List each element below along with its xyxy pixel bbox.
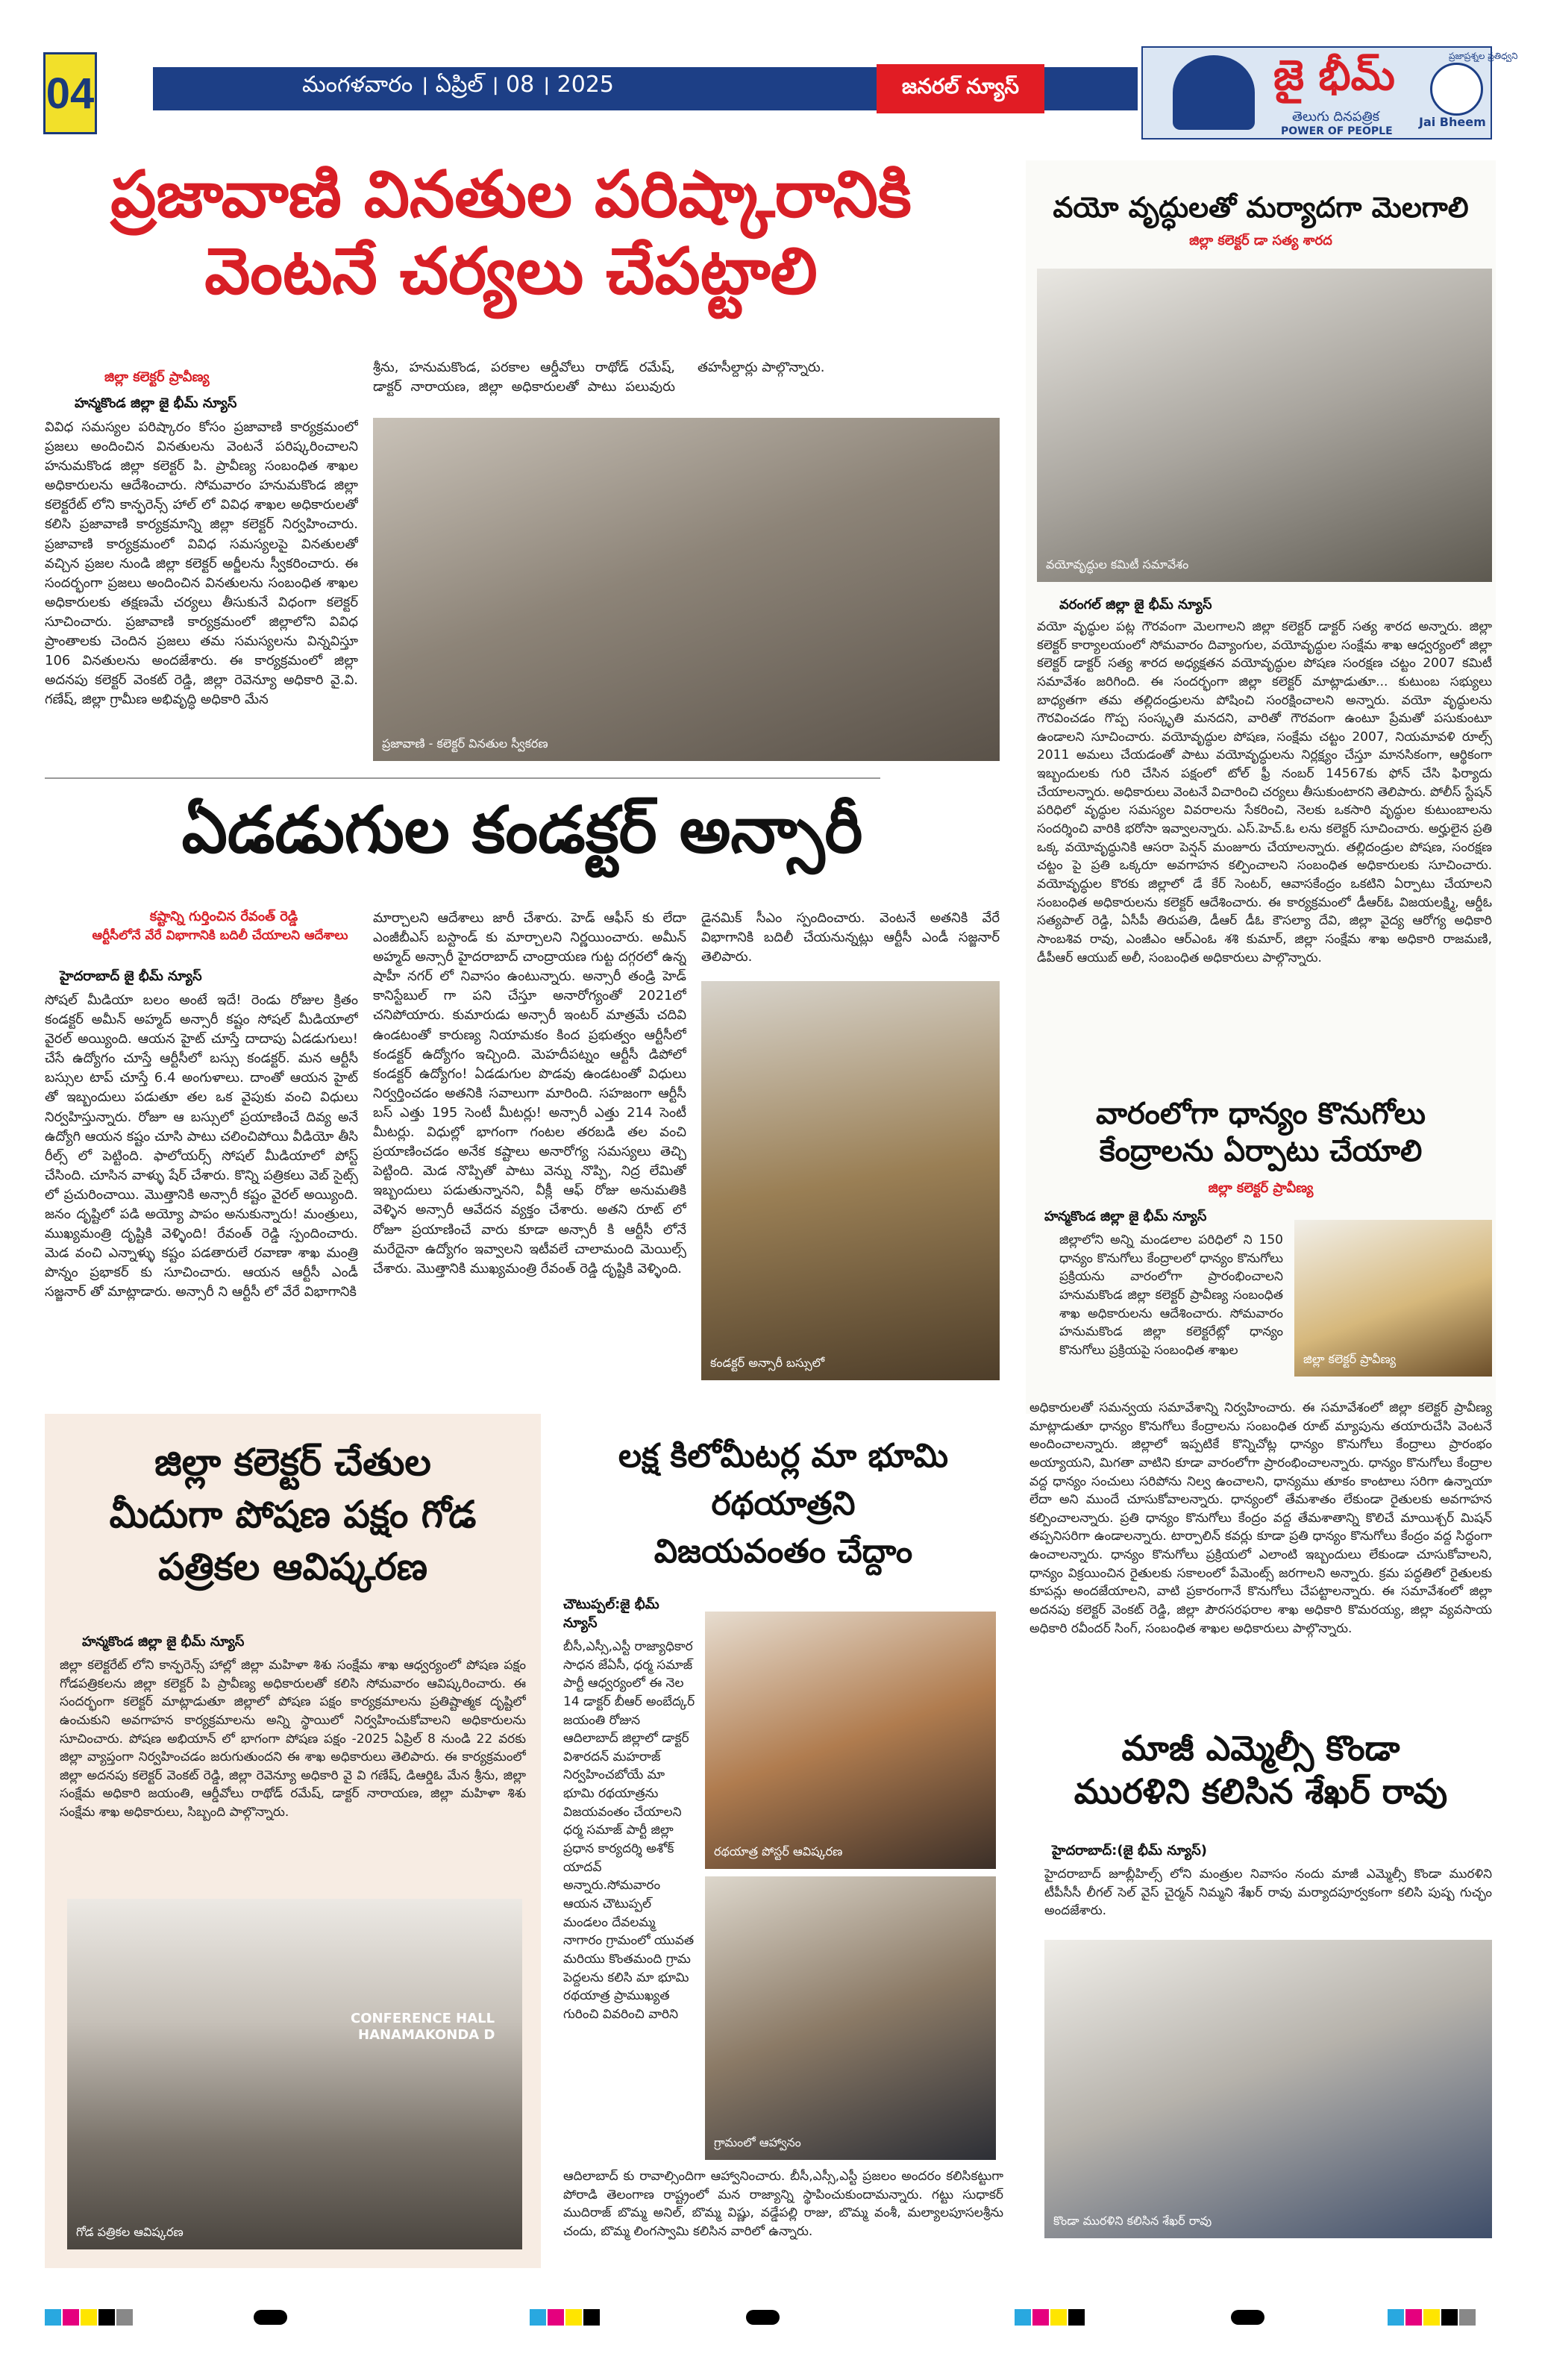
reg-black	[1441, 2309, 1458, 2326]
date-line: మంగళవారం । ఏప్రిల్ । 08 । 2025	[302, 72, 615, 98]
reg-black	[1068, 2309, 1085, 2326]
badge-label: Jai Bheem	[1419, 115, 1486, 129]
reg-yellow	[1423, 2309, 1440, 2326]
a6-headline-line3: పత్రికల ఆవిష్కరణ	[157, 1545, 428, 1588]
a4-dateline: హన్మకొండ జిల్లా జై భీమ్ న్యూస్	[1044, 1209, 1207, 1224]
reg-yellow	[81, 2309, 97, 2326]
a6-photo	[67, 1899, 522, 2249]
masthead-logo	[1141, 46, 1518, 140]
a6-body: జిల్లా కలెక్టరేట్ లోని కాన్ఫరెన్స్ హాల్లో జిల్లా మహిళా శిశు సంక్షేమ శాఖ ఆధ్వర్యంలో పోషణ పక్షం గోడపత్రికలను జిల్లా కలెక్టర్ పి ప్రావీణ్య అధికారులతో కలిసి సోమవారం ఆవిష్కరించారు. ఈ సందర్భంగా కలెక్టర్ మాట్లాడుతూ జిల్లాలో పోషణ పక్షం కార్యక్రమాలను ప్రతిష్టాత్మక దృష్టిలో ఉంచుకుని అవగాహన కార్యక్రమాలను అన్ని స్థాయిలో నిర్వహించుకోవాలని అధికారులను సూచించారు. పోషణ అభియాన్ లో భాగంగా పోషణ పక్షం -2025 ఏప్రిల్ 8 నుండి 22 వరకు జిల్లా వ్యాప్తంగా నిర్వహించడం జరుగుతుందని ఈ శాఖ అధికారులు తెలిపారు. ఈ కార్యక్రమంలో జిల్లా అదనపు కలెక్టర్ వెంకట్ రెడ్డి, జిల్లా రెవెన్యూ అధికారి వై వి గణేష్, డిఆర్డిఓ మేన శ్రీను, జిల్లా సంక్షేమ అధికారి జయంతి, ఆర్డీవోలు రాథోడ్ రమేష్, డాక్టర్ నారాయణ, జిల్లా మహిళా శిశు సంక్షేమ శాఖ అధికారులు, సిబ్బంది పాల్గొన్నారు.	[60, 1658, 526, 1820]
a4-headline-line1: వారంలోగా ధాన్యం కొనుగోలు	[1096, 1097, 1426, 1131]
reg-grey	[116, 2309, 133, 2326]
reg-magenta	[548, 2309, 564, 2326]
a5-photo	[1044, 1940, 1492, 2238]
a5-headline	[1029, 1727, 1492, 1813]
reg-yellow	[565, 2309, 582, 2326]
a6-photo-sign: CONFERENCE HALL	[351, 2011, 495, 2026]
a5-body: హైదరాబాద్ జూబ్లీహిల్స్ లోని మంత్రుల నివాసం నందు మాజీ ఎమ్మెల్సీ కొండా మురళిని టీపీసీసీ లీగల్ సెల్ వైస్ చైర్మన్ నిమ్మని శేఖర్ రావు మర్యాదపూర్వకంగా కలిసి పుష్ప గుచ్ఛం అందజేశారు.	[1044, 1867, 1492, 1919]
print-marks	[45, 2309, 1492, 2332]
a2-photo	[701, 981, 1000, 1380]
a7-headline	[556, 1432, 1011, 1575]
reg-cyan	[1388, 2309, 1404, 2326]
a4-body-side: జిల్లాలోని అన్ని మండలాల పరిధిలో ని 150 ధాన్యం కొనుగోలు కేంద్రాలలో ధాన్యం కొనుగోలు ప్రక్రియను వారంలోగా ప్రారంభించాలని హనుమకొండ జిల్లా కలెక్టర్ ప్రావీణ్య సంబంధిత శాఖ అధికారులను ఆదేశించారు. సోమవారం హనుమకొండ జిల్లా కలెక్టరేట్లో ధాన్యం కొనుగోలు ప్రక్రియపై సంబంధిత శాఖల	[1059, 1233, 1283, 1358]
a3-body: వయో వృద్ధుల పట్ల గౌరవంగా మెలగాలని జిల్లా కలెక్టర్ డాక్టర్ సత్య శారద అన్నారు. జిల్లా కలెక్టర్ కార్యాలయంలో సోమవారం దివ్యాంగుల, వయోవృద్ధుల సంక్షేమ శాఖ ఆధ్వర్యంలో జిల్లా కలెక్టర్ డాక్టర్ సత్య శారద అధ్యక్షతన వయోవృద్ధుల పోషణ సంరక్షణ చట్టం 2007 కమిటీ సమావేశం జరిగింది. ఈ సందర్భంగా జిల్లా కలెక్టర్ మాట్లాడుతూ... కుటుంబ సభ్యులు బాధ్యతగా తమ తల్లిదండ్రులను పోషించి సంరక్షించాలని అన్నారు. వయో వృద్ధులను గౌరవించడం గొప్ప సంస్కృతి మనదని, వారితో గౌరవంగా ఉంటూ ప్రేమతో పసుకుంటూ ఉండాలని సూచించారు. వయోవృద్ధుల పోషణ, సంక్షేమ చట్టం 2007, నియమావళి రూల్స్ 2011 అమలు చేయడంతో పాటు వయోవృద్ధులను నిర్లక్ష్యం చేస్తూ మానసికంగా, ఆర్థికంగా ఇబ్బందులకు గురి చేసిన పక్షంలో టోల్ ఫ్రీ నంబర్ 14567కు ఫోన్ చేసి ఫిర్యాదు చేయాలన్నారు. అధికారులు వెంటనే విచారించి చర్యలు తీసుకుంటారని తెలిపారు. పోలీస్ స్టేషన్ పరిధిలో వృద్ధుల సమస్యల వివరాలను సేకరించి, నెలకు ఒకసారి వృద్ధుల కుటుంబాలను సందర్శించి వారికి భరోసా ఇవ్వాలన్నారు. ఎస్.హెచ్.ఓ లను కలెక్టర్ సూచించారు. అర్హులైన ప్రతి ఒక్క వయోవృద్ధునికి ఆసరా పెన్షన్ మంజూరు చేయాలన్నారు. తల్లిదండ్రుల పోషణ, సంరక్షణ చట్టం పై ప్రతి ఒక్కరూ అవగాహన కల్పించాలని సంబంధిత అధికారులకు సూచించారు. వయోవృద్ధుల కొరకు జిల్లాలో డే కేర్ సెంటర్, ఆవాసకేంద్రం ఒకటిని ఏర్పాటు చేయాలని సంబంధిత అధికారులను కలెక్టర్ ఆదేశించారు. ఈ కార్యక్రమంలో డీఆర్ఓ విజయలక్ష్మి, ఆర్డీఓ సత్యపాల్ రెడ్డి, ఏసీపీ తిరుపతి, డీఆర్ డీఓ కౌసల్యా దేవి, జిల్లా వైద్య ఆరోగ్య అధికారి సాంబశివ రావు, ఎంజీఎం ఆర్ఎంఓ శశి కుమార్, జిల్లా సంక్షేమ శాఖ అధికారి రాజమణి, డీపీఆర్ ఆయుబ్ అలీ, సంబంధిత అధికారులు పాల్గొన్నారు.	[1037, 619, 1492, 965]
a2-byline-1: కష్టాన్ని గుర్తించిన రేవంత్ రెడ్డి	[149, 909, 298, 924]
a7-photo-1-caption: రథయాత్ర పోస్టర్ ఆవిష్కరణ	[714, 1844, 843, 1858]
a4-headline-line2: కేంద్రాలను ఏర్పాటు చేయాలి	[1099, 1134, 1423, 1168]
a5-photo-caption: కొండా మురళిని కలిసిన శేఖర్ రావు	[1053, 2214, 1212, 2228]
page-number: 04	[43, 52, 97, 134]
a2-body-col3: డైనమిక్ సీఎం స్పందించారు. వెంటనే అతనికి వేరే విభాగానికి బదిలీ చేయనున్నట్లు ఆర్టీసీ ఎండీ సజ్జనార్ తెలిపారు.	[701, 910, 1000, 965]
reg-black	[98, 2309, 115, 2326]
a1-headline-line1: ప్రజావాణి వినతుల పరిష్కారానికి	[110, 157, 912, 232]
a6-headline-line1: జిల్లా కలెక్టర్ చేతుల	[154, 1441, 431, 1484]
a6-headline	[52, 1436, 533, 1593]
reg-pill	[1231, 2310, 1264, 2325]
a7-headline-line1: లక్ష కిలోమీటర్ల మా భూమి	[618, 1437, 949, 1475]
logo-name: జై భీమ్	[1273, 51, 1395, 100]
reg-magenta	[63, 2309, 79, 2326]
a1-headline	[45, 157, 977, 310]
a3-photo	[1037, 269, 1492, 582]
reg-grey	[1459, 2309, 1476, 2326]
a3-byline: జిల్లా కలెక్టర్ డా సత్య శారద	[1189, 233, 1332, 248]
a1-body: వివిధ సమస్యల పరిష్కారం కోసం ప్రజావాణి కార్యక్రమంలో ప్రజలు అందించిన వినతులను వెంటనే పరిష్కరించాలని హనుమకొండ జిల్లా కలెక్టర్ పి. ప్రావీణ్య సంబంధిత శాఖల అధికారులను ఆదేశించారు. సోమవారం హనుమకొండ జిల్లా కలెక్టరేట్ లోని కాన్ఫరెన్స్ హాల్ లో వివిధ శాఖల అధికారులతో కలిసి ప్రజావాణి కార్యక్రమాన్ని జిల్లా కలెక్టర్ నిర్వహించారు. ప్రజావాణి కార్యక్రమంలో వివిధ సమస్యలపై వినతులతో వచ్చిన ప్రజల నుండి జిల్లా కలెక్టర్ అర్జీలను స్వీకరించారు. ఈ సందర్భంగా ప్రజలు అందించిన వినతులను సంబంధిత శాఖల అధికారులకు తక్షణమే చర్యలు తీసుకునే విధంగా కలెక్టర్ సూచించారు. ప్రజావాణి కార్యక్రమంలో జిల్లాలోని వివిధ ప్రాంతాలకు చెందిన ప్రజలు తమ సమస్యలను విన్నవిస్తూ 106 వినతులను అందజేశారు. ఈ కార్యక్రమంలో జిల్లా అదనపు కలెక్టర్ వెంకట్ రెడ్డి, జిల్లా రెవెన్యూ అధికారి వై.వి. గణేష్, జిల్లా గ్రామీణ అభివృద్ధి అధికారి మేన	[45, 419, 358, 708]
a7-headline-line2: రథయాత్రని	[711, 1484, 856, 1523]
a4-photo-caption: జిల్లా కలెక్టర్ ప్రావీణ్య	[1303, 1352, 1397, 1366]
a7-photo-1	[705, 1612, 996, 1869]
reg-magenta	[1405, 2309, 1422, 2326]
a7-headline-line3: విజయవంతం చేద్దాం	[654, 1532, 913, 1571]
a2-body-col2: మార్చాలని ఆదేశాలు జారీ చేశారు. హెడ్ ఆఫీస్ కు లేదా ఎంజీబీఎస్ బస్టాండ్ కు మార్చాలని నిర్ణయించారు. అమీన్ అహ్మద్ అన్సారీ హైదరాబాద్ చాంద్రాయణ గుట్ట దగ్గరలో ఉన్న షాహీ నగర్ లో నివాసం ఉంటున్నారు. అన్సారీ తండ్రి హెడ్ కానిస్టేబుల్ గా పని చేస్తూ అనారోగ్యంతో 2021లో చనిపోయారు. కుమారుడు అన్సారీ ఇంటర్ మాత్రమే చదివి ఉండటంతో కారుణ్య నియామకం కింద ప్రభుత్వం ఆర్టీసీలో కండక్టర్ ఉద్యోగం ఇచ్చింది. మెహదీపట్నం ఆర్టీసీ డిపోలో కండక్టర్ ఉద్యోగం! ఏడడుగుల పొడవు ఉండటంతో విధులు నిర్వర్తించడం అతనికి సవాలుగా మారింది. సహజంగా ఆర్టీసీ బస్ ఎత్తు 195 సెంటీ మీటర్లు! అన్సారీ ఎత్తు 214 సెంటీ మీటర్లు. విధుల్లో భాగంగా గంటల తరబడి తల వంచి ప్రయాణించడం అనేక కష్టాలు అనారోగ్య సమస్యలు తెచ్చి పెట్టింది. మెడ నొప్పితో పాటు వెన్ను నొప్పి, నిద్ర లేమితో ఇబ్బందులు పడుతున్నానని, వీక్లీ ఆఫ్ రోజు అనుమతికి వెళ్ళిన అన్సారీ ఆవేదన వ్యక్తం చేశారు. అతని రూట్ లో రోజూ ప్రయాణించే వారు కూడా అన్సారీ కి ఆర్టీసీ లోనే మరేదైనా ఉద్యోగం ఇవ్వాలని ఇటీవలే చాలామంది మెయిల్స్ చేశారు. మొత్తానికి ముఖ్యమంత్రి రేవంత్ రెడ్డి దృష్టికి వెళ్ళింది.	[373, 910, 686, 1277]
a7-body-side: బీసీ,ఎస్సీ,ఎస్టీ రాజ్యాధికార సాధన జేఏసీ, ధర్మ సమాజ్ పార్టీ ఆధ్వర్యంలో ఈ నెల 14 డాక్టర్ బీఆర్ అంబేద్కర్ జయంతి రోజున ఆదిలాబాద్ జిల్లాలో డాక్టర్ విశారదన్ మహరాజ్ నిర్వహించబోయే మా భూమి రథయాత్రను విజయవంతం చేయాలని ధర్మ సమాజ్ పార్టీ జిల్లా ప్రధాన కార్యదర్శి అశోక్ యాదవ్ అన్నారు.సోమవారం ఆయన చౌటుప్పల్ మండలం దేవలమ్మ నాగారం గ్రామంలో యువత మరియు కొంతమంది గ్రామ పెద్దలను కలిసి మా భూమి రథయాత్ర ప్రాముఖ్యత గురించి వివరించి వారిని	[563, 1639, 695, 2022]
a3-dateline: వరంగల్ జిల్లా జై భీమ్ న్యూస్	[1059, 597, 1212, 613]
a1-dateline: హన్మకొండ జిల్లా జై భీమ్ న్యూస్	[75, 395, 237, 411]
a6-photo-sign2: HANAMAKONDA D	[358, 2027, 495, 2043]
badge-icon	[1430, 63, 1483, 116]
a1-photo-caption: ప్రజావాణి - కలెక్టర్ వినతుల స్వీకరణ	[382, 736, 548, 751]
a4-body: అధికారులతో సమన్వయ సమావేశాన్ని నిర్వహించారు. ఈ సమావేశంలో జిల్లా కలెక్టర్ ప్రావీణ్య మాట్లాడుతూ ధాన్యం కొనుగోలు కేంద్రాలను సంబంధిత రూట్ మ్యాపును తయారుచేసి వెంటనే అందించాలన్నారు. జిల్లాలో ఇప్పటికే కొన్నిచోట్ల ధాన్యం కొనుగోలు కేంద్రాలు ప్రారంభం అయ్యాయని, మిగతా వాటిని కూడా వారంలోగా ప్రారంభించాలన్నారు. ధాన్యం కొనుగోలు కేంద్రాల వద్ద ధాన్యం సంచులు సరిపోను నిల్వ ఉంచాలని, ధాన్యము తూకం కాంటాలు సరిగా ఉన్నాయా లేదా అని ముందే చూసుకోవాలన్నారు. ధాన్యంలో తేమశాతం లేకుండా రైతులకు అవగాహన కల్పించాలన్నారు. ప్రతి ధాన్యం కొనుగోలు కేంద్రం వద్ద తేమశాతాన్ని కొలిచే మాయిశ్చర్ మిషన్ తప్పనిసరిగా ఉండాలన్నారు. టార్పాలిన్ కవర్లు కూడా ప్రతి ధాన్యం కొనుగోలు కేంద్రం వద్ద సిద్ధంగా ఉంచాలన్నారు. ధాన్యం కొనుగోలు ప్రక్రియలో ఎలాంటి ఇబ్బందులు లేకుండా చూసుకోవాలని, ధాన్యం విక్రయించిన రైతులకు సకాలంలో పేమెంట్స్ జరగాలని అన్నారు. క్రమ పద్ధతిలో రైతులకు కూపన్లు అందజేయాలని, వాటి ప్రకారంగానే కొనుగోలు చేపట్టాలన్నారు. ఈ సమావేశంలో జిల్లా అదనపు కలెక్టర్ వెంకట్ రెడ్డి, జిల్లా పౌరసరఫరాల శాఖ అధికారి కొమరయ్య, జిల్లా వ్యవసాయ అధికారి రవీందర్ సింగ్, సంబంధిత శాఖల అధికారులు పాల్గొన్నారు.	[1029, 1400, 1492, 1636]
reg-magenta	[1032, 2309, 1049, 2326]
a1-headline-line2: వెంటనే చర్యలు చేపట్టాలి	[204, 234, 818, 310]
a7-body: ఆదిలాబాద్ కు రావాల్సిందిగా ఆహ్వానించారు. బీసీ,ఎస్సీ,ఎస్టీ ప్రజలం అందరం కలిసికట్టుగా పోరాడి తెలంగాణ రాష్ట్రంలో మన రాజ్యాన్ని స్థాపించుకుందామన్నారు. గట్టు సుధాకర్ ముదిరాజ్ బొమ్మ అనిల్, బొమ్మ విష్ణు, వడ్డేపల్లి రాజు, బొమ్మ వంశీ, మల్యాలపూసలశ్రీను చందు, బొమ్మ లింగస్వామి కలిసిన వారిలో ఉన్నారు.	[563, 2169, 1003, 2239]
reg-yellow	[1050, 2309, 1067, 2326]
a1-body-cont: శ్రీను, హనుమకొండ, పరకాల ఆర్డీవోలు రాథోడ్ రమేష్, డాక్టర్ నారాయణ, జిల్లా అధికారులతో పాటు పలువురు తహసీల్దార్లు పాల్గొన్నారు.	[373, 360, 825, 395]
a7-dateline: చౌటుప్పల్:జై భీమ్ న్యూస్	[563, 1597, 659, 1631]
a7-photo-2	[705, 1876, 996, 2160]
a2-body-col1: సోషల్ మీడియా బలం అంటే ఇదే! రెండు రోజుల క్రితం కండక్టర్ అమీన్ అహ్మద్ అన్సారీ కష్టం సోషల్ మీడియాలో వైరల్ అయ్యింది. ఆయన హైట్ చూస్తే దాదాపు ఏడడుగులు! చేసే ఉద్యోగం చూస్తే ఆర్టీసీలో బస్సు కండక్టర్. మన ఆర్టీసీ బస్సుల టాప్ చూస్తే 6.4 అంగుళాలు. దాంతో ఆయన హైట్ తో ఇబ్బందులు పడుతూ తల ఒక వైపుకు వంచి విధులు నిర్వహిస్తున్నారు. రోజూ ఆ బస్సులో ప్రయాణించే దివ్య అనే ఉద్యోగి ఆయన కష్టం చూసి పాటు చలించిపోయి వీడియో తీసి రీల్స్ లో పెట్టింది. ఫాలోయర్స్ సోషల్ మీడియాలో పోస్ట్ చేసింది. చూసిన వాళ్ళు షేర్ చేశారు. కొన్ని పత్రికలు వెబ్ సైట్స్ లో ప్రచురించాయి. మొత్తానికి అన్సారీ కష్టం వైరల్ అయ్యింది. జనం దృష్టిలో పడి అయ్యో పాపం అనుకున్నారు! మంత్రులు, ముఖ్యమంత్రి దృష్టికి వెళ్ళింది! రేవంత్ రెడ్డి స్పందించారు. మెడ వంచి ఎన్నాళ్ళు కష్టం పడతారులే రవాణా శాఖ మంత్రి పొన్నం ప్రభాకర్ కు సూచించారు. ఆయన ఆర్టీసీ ఎండీ సజ్జనార్ తో మాట్లాడారు. అన్సారీ ని ఆర్టీసీ లో వేరే విభాగానికి	[45, 992, 358, 1300]
section-label: జనరల్ న్యూస్	[877, 64, 1044, 113]
a6-headline-line2: మీదుగా పోషణ పక్షం గోడ	[109, 1493, 477, 1536]
a6-dateline: హన్మకొండ జిల్లా జై భీమ్ న్యూస్	[82, 1634, 245, 1650]
reg-cyan	[45, 2309, 61, 2326]
a2-dateline: హైదరాబాద్ జై భీమ్ న్యూస్	[60, 968, 202, 984]
a3-headline: వయో వృద్ధులతో మర్యాదగా మెలగాలి	[1053, 191, 1469, 224]
logo-tagline: POWER OF PEOPLE	[1281, 125, 1393, 137]
a2-photo-caption: కండక్టర్ అన్సారీ బస్సులో	[710, 1356, 825, 1370]
reg-cyan	[1015, 2309, 1031, 2326]
a5-headline-line1: మాజీ ఎమ్మెల్సీ కొండా	[1121, 1728, 1400, 1768]
a4-headline	[1029, 1095, 1492, 1170]
ambedkar-portrait-icon	[1173, 55, 1255, 130]
a2-headline: ఏడడుగుల కండక్టర్ అన్సారీ	[181, 793, 863, 868]
a5-headline-line2: మురళిని కలిసిన శేఖర్ రావు	[1074, 1770, 1448, 1811]
divider	[45, 777, 880, 779]
a4-photo	[1294, 1220, 1492, 1377]
reg-pill	[746, 2310, 780, 2325]
logo-subtitle: తెలుగు దినపత్రిక	[1292, 109, 1380, 125]
a6-photo-caption: గోడ పత్రికల ఆవిష్కరణ	[76, 2225, 184, 2239]
a5-dateline: హైదరాబాద్:(జై భీమ్ న్యూస్)	[1052, 1843, 1207, 1858]
a2-byline-2: ఆర్టీసీలోనే వేరే విభాగానికి బదిలీ చేయాలని ఆదేశాలు	[92, 928, 348, 943]
a1-photo	[373, 418, 1000, 761]
logo-tiny: ప్రజాప్రశ్నల ప్రతిధ్వని	[1449, 51, 1518, 61]
a4-byline: జిల్లా కలెక్టర్ ప్రావీణ్య	[1208, 1180, 1314, 1196]
a3-photo-caption: వయోవృద్ధుల కమిటీ సమావేశం	[1046, 557, 1189, 571]
reg-pill	[254, 2310, 287, 2325]
reg-black	[583, 2309, 600, 2326]
reg-cyan	[530, 2309, 546, 2326]
a1-byline: జిల్లా కలెక్టర్ ప్రావీణ్య	[104, 369, 210, 385]
a7-photo-2-caption: గ్రామంలో ఆహ్వానం	[714, 2135, 801, 2149]
